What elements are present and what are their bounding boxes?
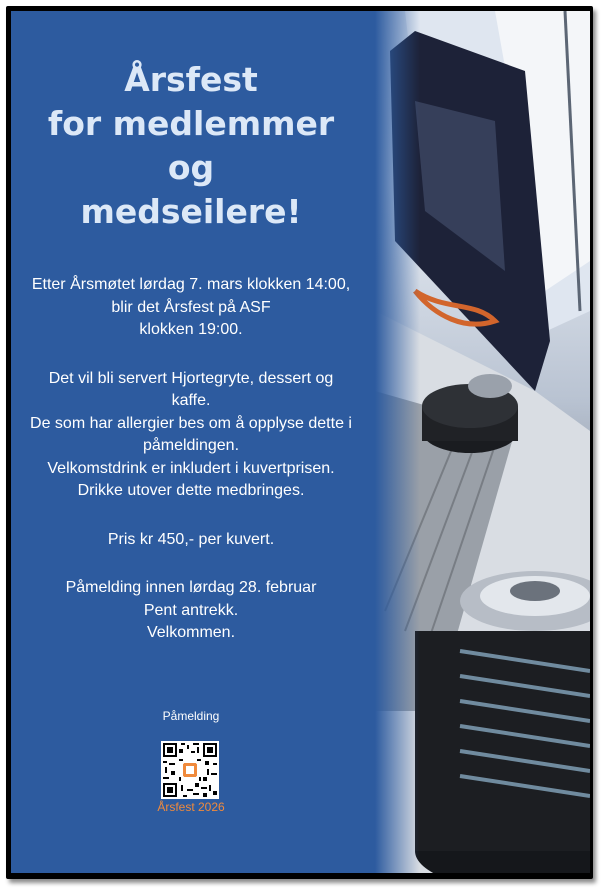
qr-code-icon[interactable] [161,741,219,799]
qr-caption: Årsfest 2026 [157,800,225,814]
body-line: Velkommen. [146,624,236,641]
title-line: Årsfest [124,60,258,99]
poster-body [11,274,371,645]
body-line: blir det Årsfest på ASF [111,298,271,316]
title-line: for medlemmer [47,104,335,143]
price-line: Pris kr 450,- per kuvert. [107,530,275,548]
title-line: og [167,148,215,187]
body-line: kaffe. [171,392,211,409]
body-line: De som har allergier bes om å opplyse dette i [30,414,352,432]
sailboat-photo [375,11,590,873]
body-line: Drikke utover dette medbringes. [77,482,305,499]
body-line: Pent antrekk. [143,601,239,619]
body-line: Det vil bli servert Hjortegryte, dessert og [48,369,334,387]
title-line: medseilere! [80,192,302,231]
body-line: påmeldingen. [142,437,240,454]
body-line: Etter Årsmøtet lørdag 7. mars klokken 14:00, [31,276,351,293]
body-line: klokken 19:00. [139,321,243,338]
body-line: Påmelding innen lørdag 28. februar [65,579,317,596]
registration-label: Påmelding [162,709,220,723]
poster-title [11,58,371,234]
body-line: Velkomstdrink er inkludert i kuvertprisen. [47,459,335,477]
photo-edge-fade [375,11,420,873]
